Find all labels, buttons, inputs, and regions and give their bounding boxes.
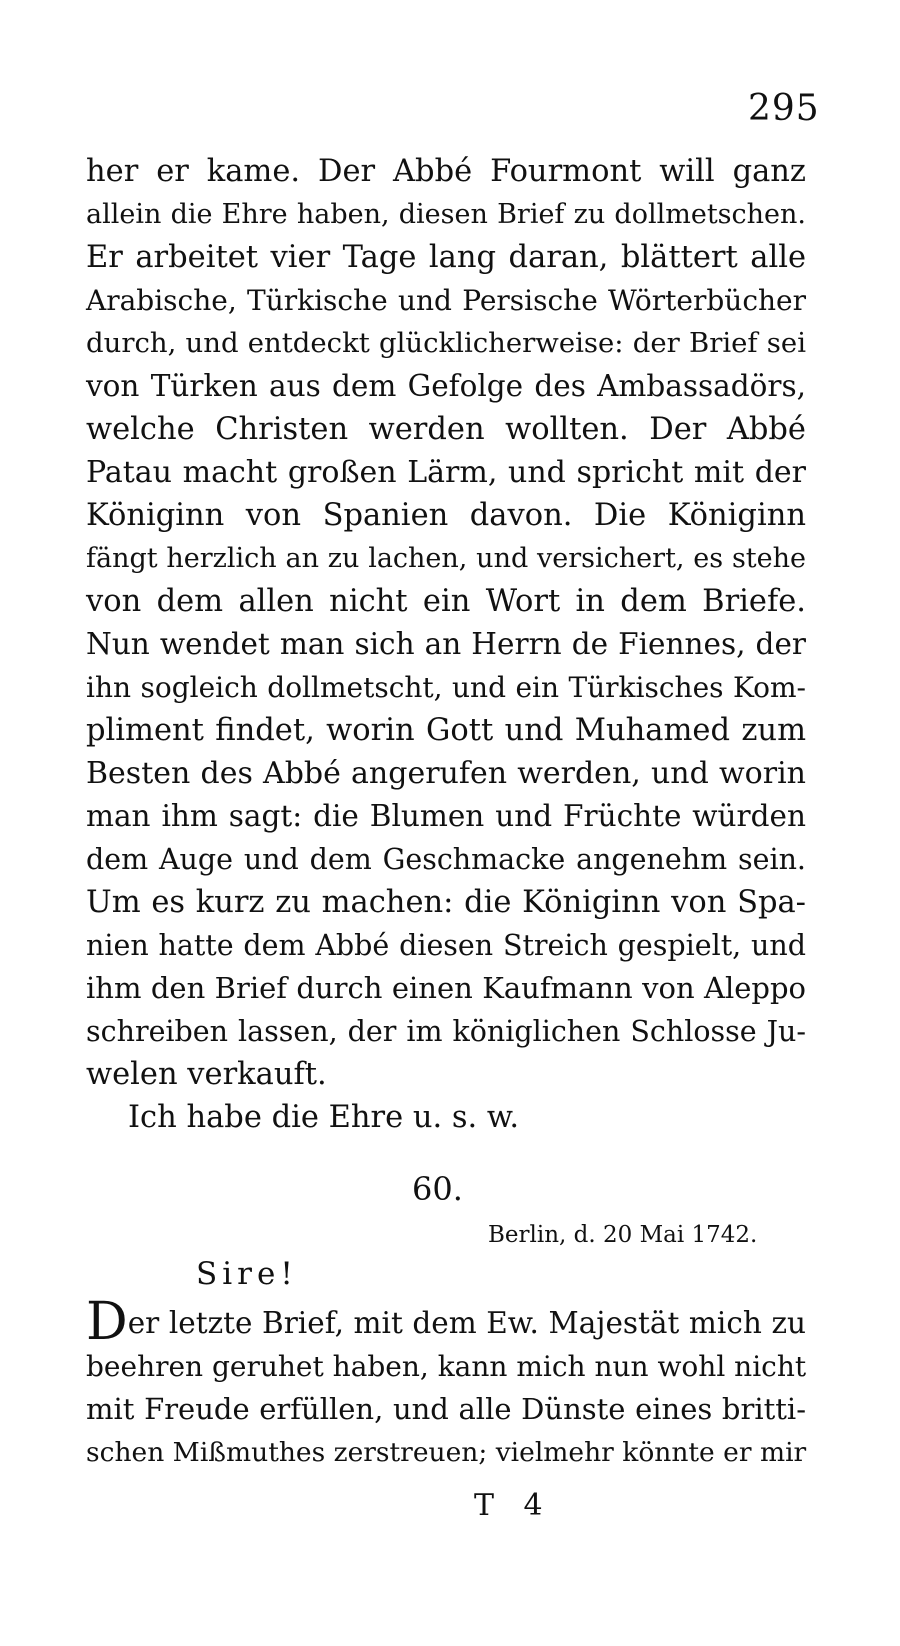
text-line: Nun wendet man sich an Herrn de Fiennes, der [86,627,806,661]
text-line: durch, und entdeckt glücklicherweise: der Brief sei [86,327,806,359]
text-line: nien hatte dem Abbé diesen Streich gespielt, und [86,929,806,962]
text-line: welen verkauft. [86,1057,327,1092]
text-line: beehren geruhet haben, kann mich nun wohl nicht [86,1350,807,1383]
text-line: mit Freude erfüllen, und alle Dünste eines britti- [86,1392,806,1426]
text-line: pliment findet, worin Gott und Muhamed zum [86,713,806,748]
text-line-rest: er letzte Brief, mit dem Ew. Majestät mich zu [127,1306,806,1340]
page-number: 295 [748,88,820,129]
drop-cap: D [86,1292,128,1352]
text-line: Arabische, Türkische und Persische Wörterbücher [86,284,806,317]
text-line: Patau macht großen Lärm, und spricht mit der [86,455,806,490]
text-line: schreiben lassen, der im königlichen Schlosse Ju- [86,1015,806,1048]
text-line: Königinn von Spanien davon. Die Königinn [86,498,806,533]
text-line: Besten des Abbé angerufen werden, und worin [86,756,806,791]
text-line: Um es kurz zu machen: die Königinn von Spa- [86,885,806,920]
text-line: ihn sogleich dollmetscht, und ein Türkisches Kom- [86,671,806,704]
paragraph-1 [86,150,806,1139]
paragraph-2 [86,1292,807,1474]
letter-number: 60. [412,1170,463,1208]
closing-line: Ich habe die Ehre u. s. w. [128,1100,520,1135]
text-line: welche Christen werden wollten. Der Abbé [86,412,806,447]
text-line-first [86,1292,806,1352]
salutation: Sire! [196,1256,298,1292]
text-line: dem Auge und dem Geschmacke angenehm sein. [86,843,806,876]
dateline: Berlin, d. 20 Mai 1742. [488,1222,758,1248]
text-line: von dem allen nicht ein Wort in dem Briefe. [86,584,806,619]
text-line: ihm den Brief durch einen Kaufmann von Aleppo [86,971,806,1005]
text-line: fängt herzlich an zu lachen, und versichert, es stehe [86,543,806,574]
text-line: allein die Ehre haben, diesen Brief zu dollmetschen. [86,199,806,230]
text-line: von Türken aus dem Gefolge des Ambassadörs, [86,369,806,403]
text-line: her er kame. Der Abbé Fourmont will ganz [86,154,806,189]
signature-mark: T 4 [474,1488,553,1523]
text-line: schen Mißmuthes zerstreuen; vielmehr könnte er mir [86,1437,807,1468]
text-line: Er arbeitet vier Tage lang daran, blättert alle [86,240,806,275]
text-line: man ihm sagt: die Blumen und Früchte würden [86,799,806,833]
